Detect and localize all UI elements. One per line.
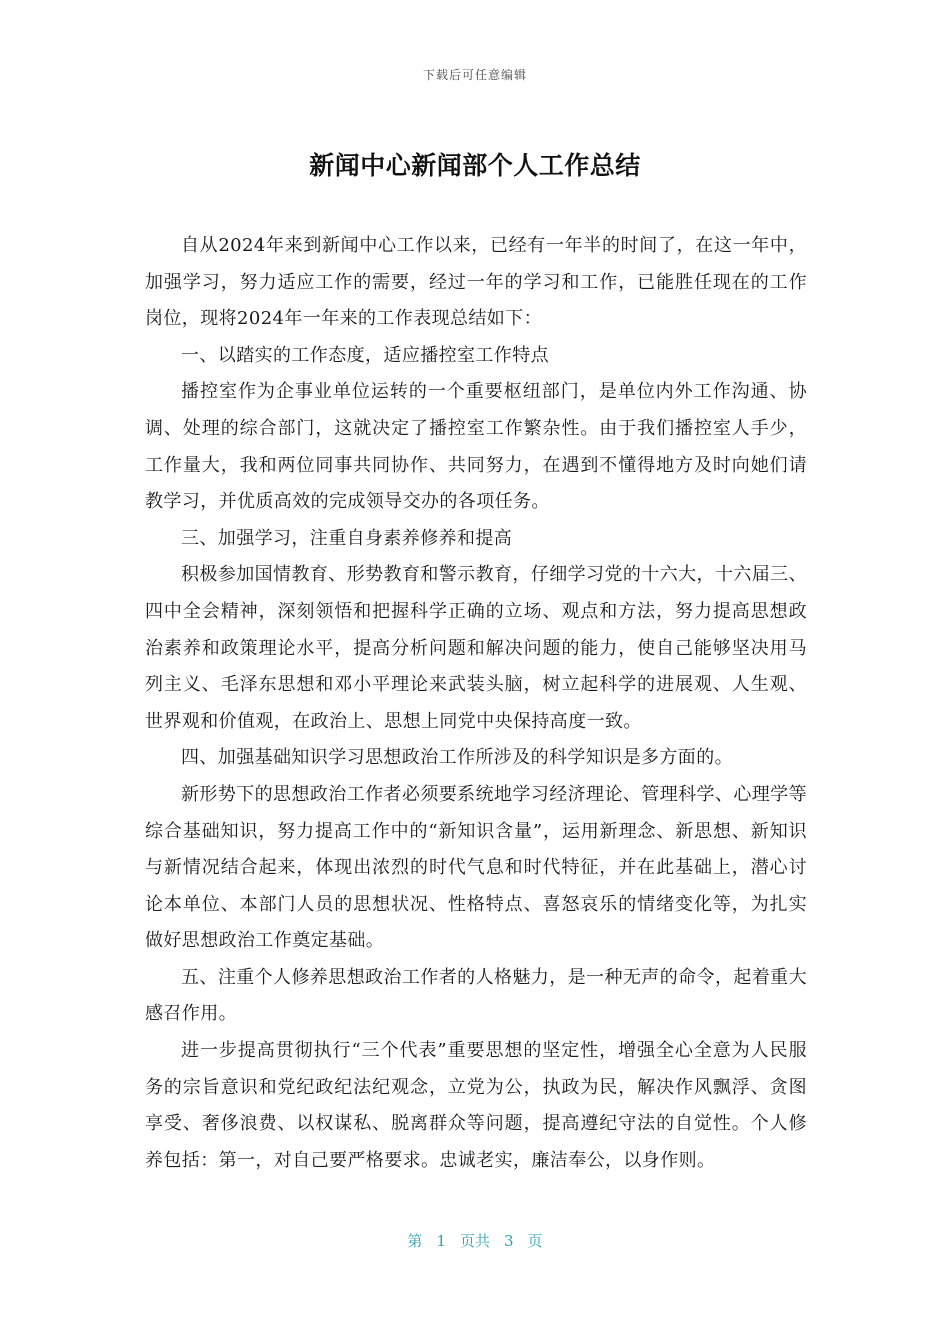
- section-heading-5: 五、注重个人修养思想政治工作者的人格魅力，是一种无声的命令，起着重大感召作用。: [145, 966, 807, 1025]
- paragraph-section-3: 积极参加国情教育、形势教育和警示教育，仔细学习党的十六大，十六届三、四中全会精神，深刻领悟和把握科学正确的立场、观点和方法，努力提高思想政治素养和政策理论水平，提高分析问题和解决问题的能力，使自己能够坚决用马列主义、毛泽东思想和邓小平理论来武装头脑，树立起科学的进展观、人生观、世界观和价值观，在政治上、思想上同党中央保持高度一致。: [145, 564, 807, 732]
- footer-middle: 页共: [459, 1232, 490, 1250]
- header-note: 下载后可任意编辑: [422, 68, 527, 82]
- footer-page-number: 1: [436, 1232, 446, 1250]
- paragraph-intro: 自从2024年来到新闻中心工作以来，已经有一年半的时间了，在这一年中，加强学习，努力适应工作的需要，经过一年的学习和工作，已能胜任现在的工作岗位，现将2024年一年来的工作表现总结如下：: [145, 235, 807, 330]
- section-heading-4: 四、加强基础知识学习思想政治工作所涉及的科学知识是多方面的。: [181, 747, 733, 769]
- footer-suffix: 页: [527, 1232, 543, 1250]
- page-number-footer: [0, 1230, 950, 1251]
- document-body: [145, 228, 807, 1179]
- section-heading-1: 一、以踏实的工作态度，适应播控室工作特点: [181, 344, 549, 366]
- footer-total-pages: 3: [504, 1232, 514, 1250]
- paragraph-section-4: 新形势下的思想政治工作者必须要系统地学习经济理论、管理科学、心理学等综合基础知识，努力提高工作中的“新知识含量”，运用新理念、新思想、新知识与新情况结合起来，体现出浓烈的时代气息和时代特征，并在此基础上，潜心讨论本单位、本部门人员的思想状况、性格特点、喜怒哀乐的情绪变化等，为扎实做好思想政治工作奠定基础。: [145, 783, 807, 952]
- footer-prefix: 第: [407, 1232, 423, 1250]
- paragraph-section-1: 播控室作为企事业单位运转的一个重要枢纽部门，是单位内外工作沟通、协调、处理的综合部门，这就决定了播控室工作繁杂性。由于我们播控室人手少，工作量大，我和两位同事共同协作、共同努力，在遇到不懂得地方及时向她们请教学习，并优质高效的完成领导交办的各项任务。: [145, 381, 807, 513]
- document-title: 新闻中心新闻部个人工作总结: [309, 151, 641, 180]
- paragraph-section-5: 进一步提高贯彻执行“三个代表”重要思想的坚定性，增强全心全意为人民服务的宗旨意识和党纪政纪法纪观念，立党为公，执政为民，解决作风飘浮、贪图享受、奢侈浪费、以权谋私、脱离群众等问题，提高遵纪守法的自觉性。个人修养包括：第一，对自己要严格要求。忠诚老实，廉洁奉公，以身作则。: [145, 1040, 807, 1171]
- section-heading-3: 三、加强学习，注重自身素养修养和提高: [181, 527, 513, 549]
